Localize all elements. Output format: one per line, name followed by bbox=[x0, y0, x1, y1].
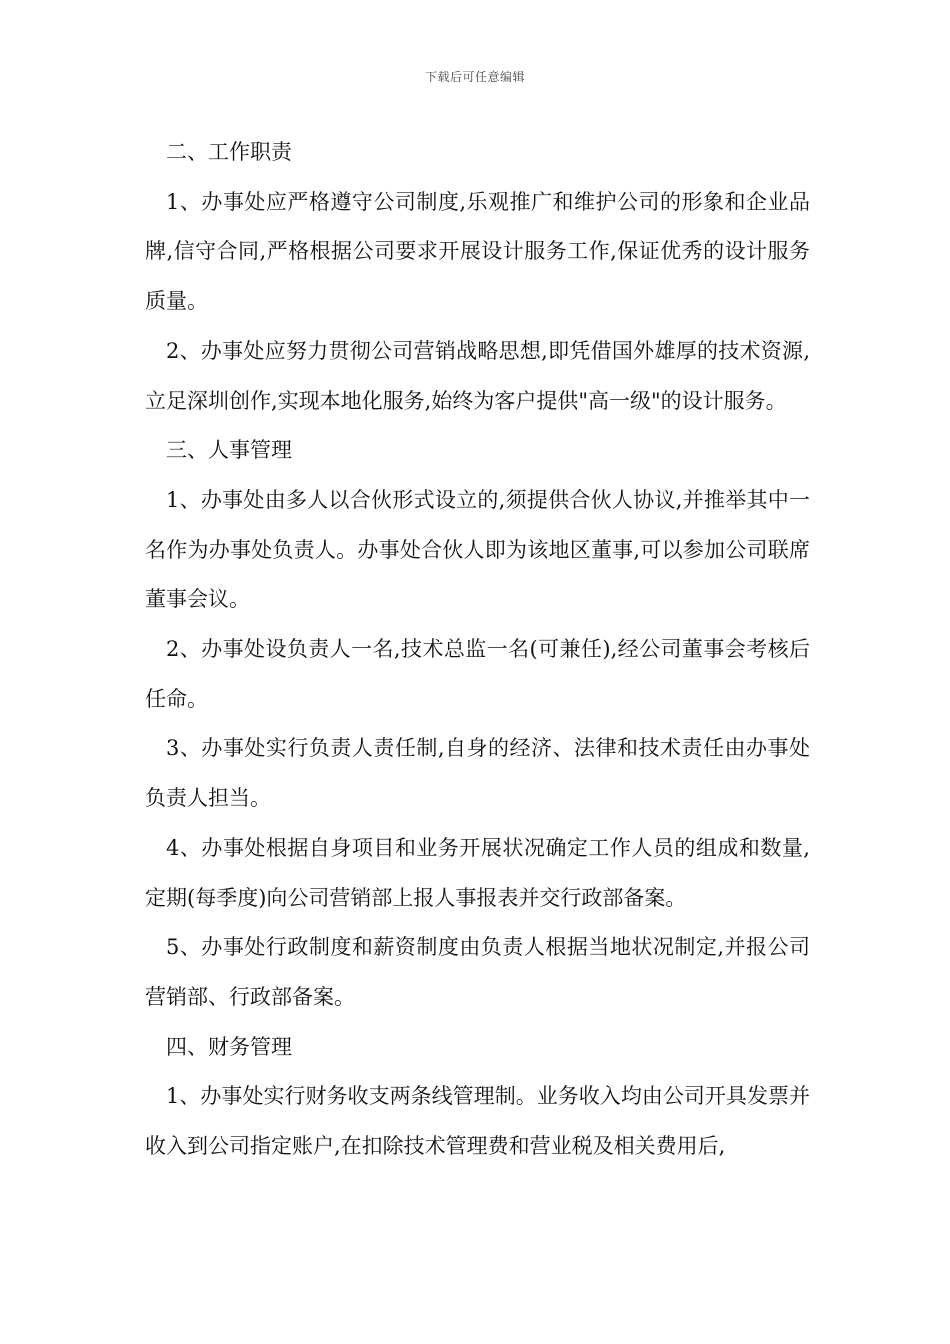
paragraph: 2、办事处设负责人一名,技术总监一名(可兼任),经公司董事会考核后任命。 bbox=[145, 637, 810, 711]
section-heading-finance: 四、财务管理 bbox=[166, 1034, 292, 1059]
section-heading-personnel: 三、人事管理 bbox=[166, 438, 292, 463]
paragraph: 2、办事处应努力贯彻公司营销战略思想,即凭借国外雄厚的技术资源,立足深圳创作,实现本地化服务,始终为客户提供"高一级"的设计服务。 bbox=[145, 338, 810, 413]
paragraph: 1、办事处应严格遵守公司制度,乐观推广和维护公司的形象和企业品牌,信守合同,严格根据公司要求开展设计服务工作,保证优秀的设计服务质量。 bbox=[145, 189, 810, 314]
paragraph: 1、办事处实行财务收支两条线管理制。业务收入均由公司开具发票并收入到公司指定账户,在扣除技术管理费和营业税及相关费用后, bbox=[145, 1084, 810, 1159]
document-body bbox=[145, 128, 810, 1172]
paragraph: 5、办事处行政制度和薪资制度由负责人根据当地状况制定,并报公司营销部、行政部备案。 bbox=[145, 935, 810, 1009]
paragraph: 4、办事处根据自身项目和业务开展状况确定工作人员的组成和数量,定期(每季度)向公司营销部上报人事报表并交行政部备案。 bbox=[145, 835, 810, 910]
paragraph: 3、办事处实行负责人责任制,自身的经济、法律和技术责任由办事处负责人担当。 bbox=[145, 736, 810, 811]
paragraph: 1、办事处由多人以合伙形式设立的,须提供合伙人协议,并推举其中一名作为办事处负责人。办事处合伙人即为该地区董事,可以参加公司联席董事会议。 bbox=[145, 487, 810, 612]
section-heading-duties: 二、工作职责 bbox=[166, 140, 292, 164]
header-note: 下载后可任意编辑 bbox=[424, 70, 525, 84]
